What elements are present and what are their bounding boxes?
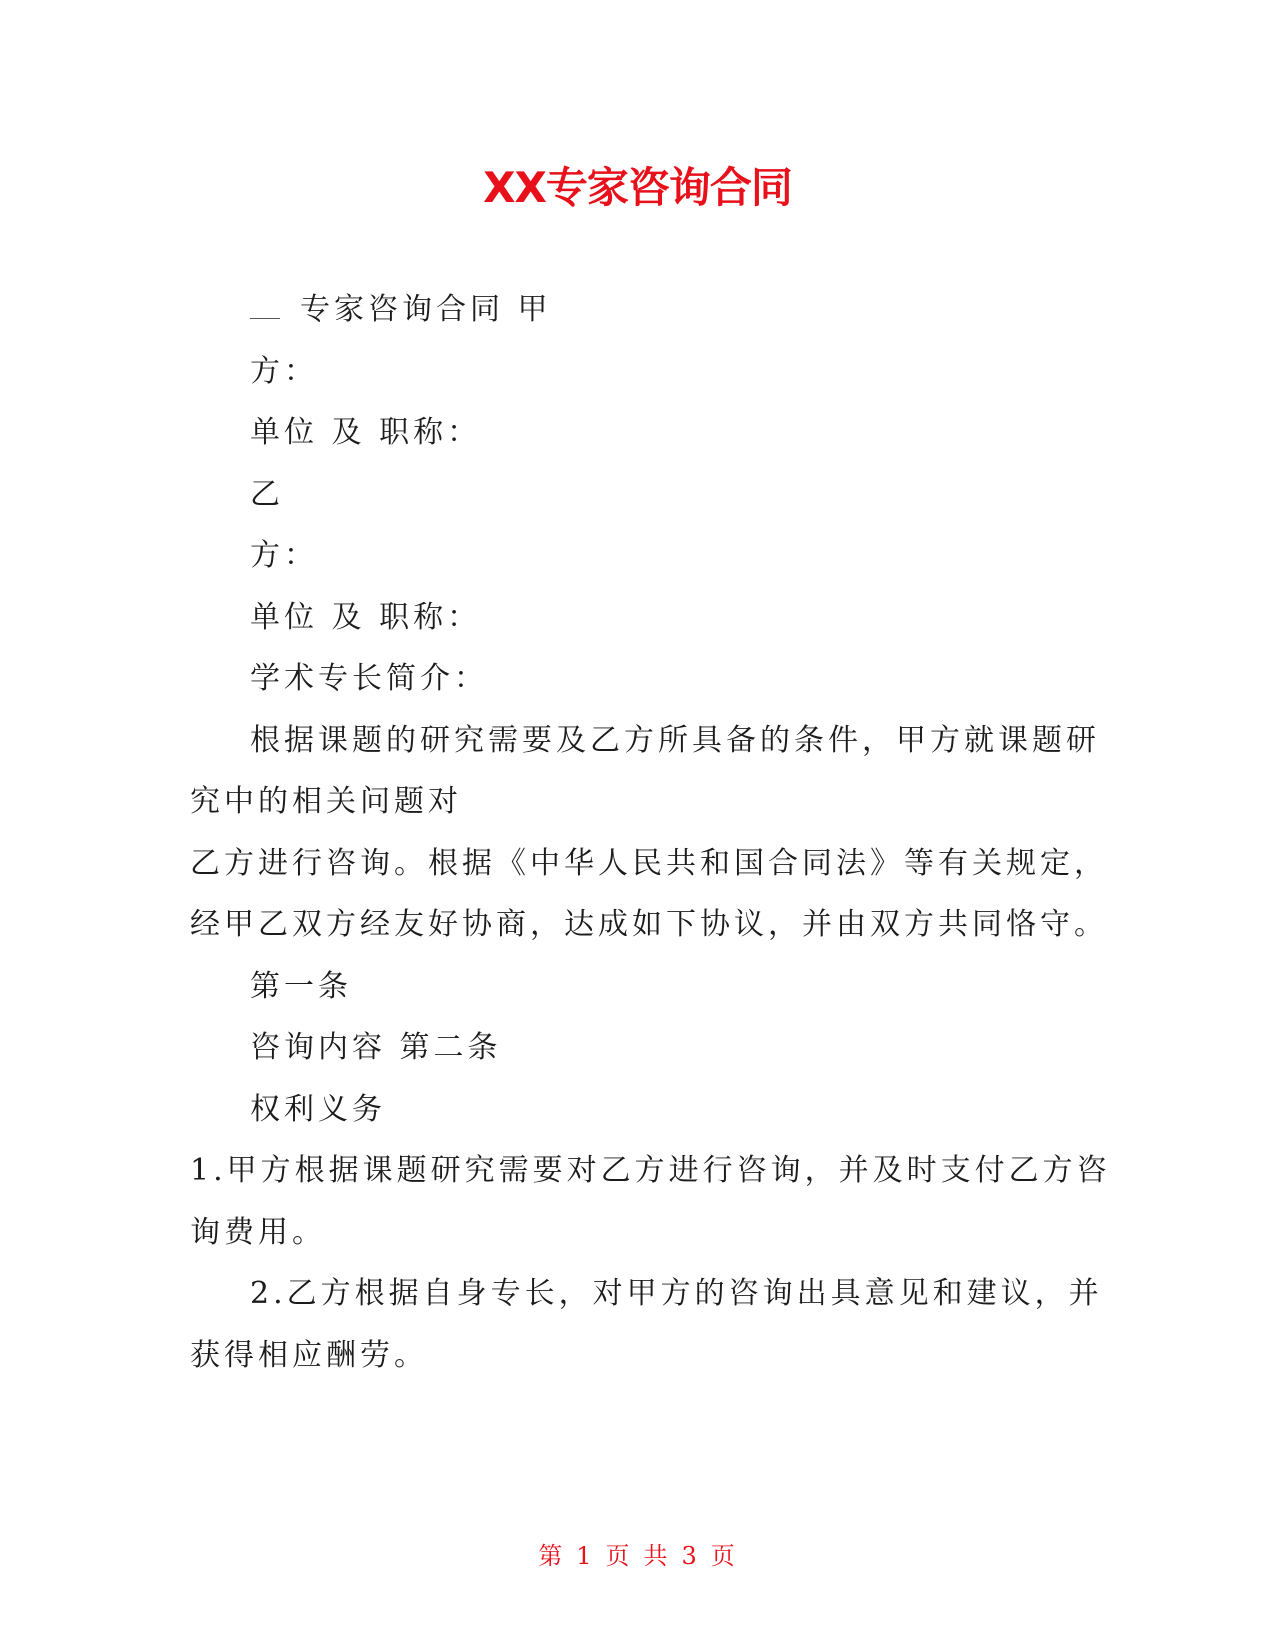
footer-current-page: 1 — [576, 1542, 594, 1570]
line-7: 学术专长简介： — [250, 661, 488, 696]
footer-page-prefix: 第 — [538, 1542, 565, 1570]
line-8: 根据课题的研究需要及乙方所具备的条件，甲方就课题研 — [250, 723, 1100, 758]
line-12: 第一条 — [250, 969, 352, 1004]
line-4: 乙 — [250, 477, 284, 512]
line-2: 方： — [250, 354, 318, 389]
footer-total-pages: 3 — [681, 1542, 699, 1570]
line-1 — [250, 290, 552, 330]
line-18: 获得相应酬劳。 — [190, 1338, 428, 1373]
line-10: 乙方进行咨询。根据《中华人民共和国合同法》等有关规定， — [190, 846, 1108, 881]
footer-total-label: 共 — [643, 1542, 670, 1570]
line-9: 究中的相关问题对 — [190, 784, 462, 819]
line-1-text: 专家咨询合同 甲 — [300, 292, 552, 327]
line-3: 单位 及 职称： — [250, 415, 482, 450]
line-6: 单位 及 职称： — [250, 600, 482, 635]
page-footer — [0, 1540, 1275, 1572]
blank-underline — [250, 292, 280, 319]
line-16: 询费用。 — [190, 1215, 326, 1250]
line-13: 咨询内容 第二条 — [250, 1030, 502, 1065]
line-11: 经甲乙双方经友好协商，达成如下协议，并由双方共同恪守。 — [190, 907, 1108, 942]
line-17: 2.乙方根据自身专长，对甲方的咨询出具意见和建议，并 — [250, 1276, 1103, 1311]
line-14: 权利义务 — [250, 1092, 386, 1127]
footer-page-mid: 页 — [605, 1542, 632, 1570]
line-5: 方： — [250, 538, 318, 573]
line-15: 1.甲方根据课题研究需要对乙方进行咨询，并及时支付乙方咨 — [190, 1153, 1111, 1188]
footer-page-suffix: 页 — [710, 1542, 737, 1570]
document-title: XX专家咨询合同 — [483, 163, 792, 212]
